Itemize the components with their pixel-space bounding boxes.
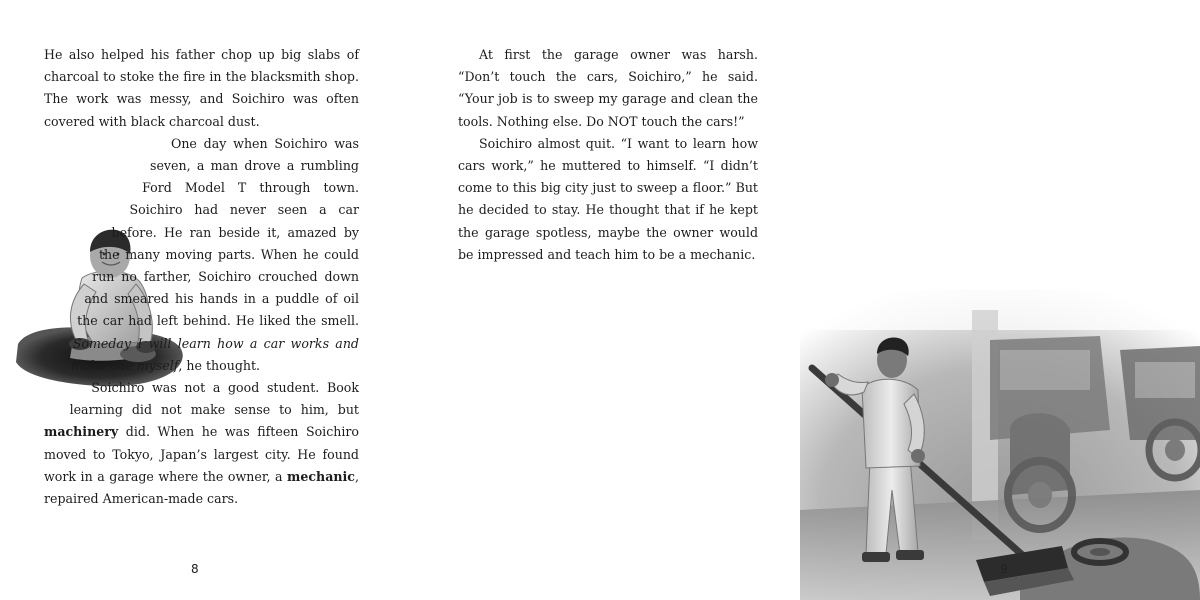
paragraph <box>44 133 359 377</box>
left-page-text <box>44 44 359 510</box>
right-page-text <box>458 44 758 266</box>
left-page <box>0 0 400 600</box>
page-number-right: 9 <box>1000 562 1008 576</box>
glossary-term-machinery: machinery <box>44 424 119 440</box>
paragraph-text: , repaired American-made cars. <box>44 468 359 507</box>
page-number-left: 8 <box>191 562 199 576</box>
paragraph-text: One day when Soichiro was seven, a man drove a rumbling Ford Model T through town. Soichiro had never seen a car before. He ran beside it, amazed by the many moving parts. When he could run no farther, Soichiro crouched down and smeared his hands in a puddle of oil the car had left behind. He liked the smell. <box>77 135 359 329</box>
italic-thought: Someday I will learn how a car works and make one myself <box>71 335 359 373</box>
paragraph-text: did. When he was fifteen Soichiro moved to Tokyo, Japan’s largest city. He found work in a garage where the owner, a <box>44 424 359 484</box>
paragraph-text: , he thought. <box>178 357 261 373</box>
paragraph: He also helped his father chop up big slabs of charcoal to stoke the fire in the blacksmith shop. The work was messy, and Soichiro was often covered with black charcoal dust. <box>44 47 359 129</box>
glossary-term-mechanic: mechanic <box>287 468 355 484</box>
paragraph: Soichiro almost quit. “I want to learn how cars work,” he muttered to himself. “I didn’t come to this big city just to sweep a floor.” But he decided to stay. He thought that if he kept the garage spotless, maybe the owner would be impressed and teach him to be a mechanic. <box>458 135 758 262</box>
sweeping-garage-illustration <box>800 290 1200 600</box>
paragraph-text: Soichiro was not a good student. Book learning did not make sense to him, but <box>69 380 359 418</box>
paragraph <box>44 377 359 510</box>
paragraph: At first the garage owner was harsh. “Don’t touch the cars, Soichiro,” he said. “Your job is to sweep my garage and clean the tools. Nothing else. Do NOT touch the cars!” <box>458 47 758 129</box>
